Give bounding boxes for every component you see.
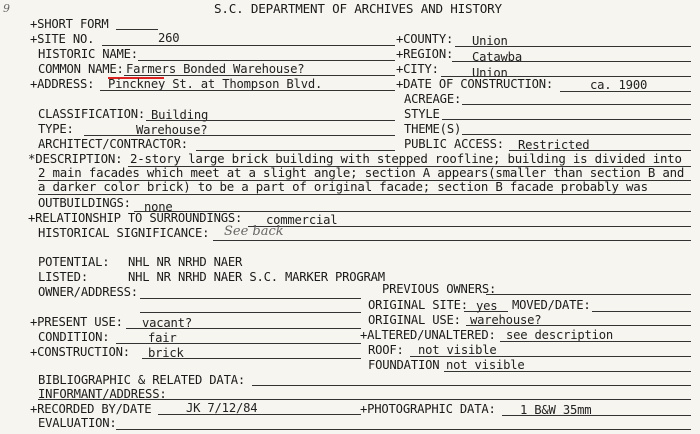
county-line — [455, 46, 691, 47]
public-access-value: Restricted — [518, 138, 590, 152]
outbuildings-value: none — [144, 200, 173, 214]
historic-name-line — [138, 60, 395, 61]
short-form-line — [116, 29, 158, 30]
date-construction-value: ca. 1900 — [590, 78, 648, 92]
altered-value: see description — [506, 328, 614, 342]
present-use-label: +PRESENT USE: — [30, 315, 123, 329]
roof-line — [410, 356, 691, 357]
bibliographic-label: BIBLIOGRAPHIC & RELATED DATA: — [38, 373, 245, 387]
description-label: *DESCRIPTION: — [28, 151, 123, 166]
date-construction-label: +DATE OF CONSTRUCTION: — [396, 77, 554, 91]
county-value: Union — [472, 34, 508, 48]
significance-line — [213, 240, 691, 241]
relationship-line — [248, 226, 691, 227]
common-name-label: COMMON NAME: — [38, 62, 124, 76]
public-access-label: PUBLIC ACCESS: — [404, 137, 504, 151]
construction-line — [142, 358, 361, 359]
foundation-label: FOUNDATION — [368, 358, 440, 372]
common-name-line — [124, 75, 395, 76]
owner-line-2 — [140, 312, 361, 313]
moved-line — [592, 311, 691, 312]
owner-line — [140, 298, 361, 299]
common-name-value: Farmers Bonded Warehouse? — [126, 62, 305, 76]
condition-label: CONDITION: — [38, 330, 110, 344]
construction-label: +CONSTRUCTION: — [30, 345, 130, 359]
style-label: STYLE — [404, 107, 440, 121]
original-site-line — [464, 311, 508, 312]
evaluation-line — [116, 429, 691, 430]
moved-label: MOVED/DATE: — [512, 298, 591, 312]
foundation-line — [444, 371, 691, 372]
site-no-value: 260 — [158, 31, 180, 45]
address-value: Pinckney St. at Thompson Blvd. — [108, 77, 323, 91]
themes-line — [462, 134, 691, 135]
classification-line — [146, 120, 395, 121]
style-line — [442, 119, 691, 120]
photographic-line — [502, 415, 691, 416]
region-label: +REGION: — [396, 47, 454, 61]
city-value: Union — [472, 66, 508, 80]
original-use-value: warehouse? — [470, 313, 542, 327]
photographic-value: 1 B&W 35mm — [520, 403, 592, 417]
classification-label: CLASSIFICATION: — [38, 107, 146, 121]
address-line — [100, 90, 395, 91]
condition-value: fair — [148, 331, 177, 345]
bibliographic-line — [252, 385, 691, 386]
county-label: +COUNTY: — [396, 32, 454, 46]
recorded-line — [158, 414, 361, 415]
informant-label: INFORMANT/ADDRESS: — [38, 387, 167, 401]
type-label: TYPE: — [38, 122, 74, 136]
potential-label: POTENTIAL: — [38, 255, 110, 269]
foundation-value: not visible — [446, 358, 525, 372]
site-no-label: +SITE NO. — [30, 32, 95, 46]
informant-line — [38, 399, 691, 400]
significance-label: HISTORICAL SIGNIFICANCE: — [38, 226, 210, 240]
city-label: +CITY: — [396, 62, 439, 76]
present-use-line — [126, 328, 361, 329]
type-line — [84, 135, 395, 136]
architect-label: ARCHITECT/CONTRACTOR: — [38, 137, 188, 151]
description-line-3: a darker color brick) to be a part of original facade; section B facade probably was — [38, 179, 648, 194]
original-site-label: ORIGINAL SITE: — [368, 298, 468, 312]
construction-value: brick — [148, 346, 184, 360]
classification-value: Building — [151, 108, 209, 122]
listed-options: NHL NR NRHD NAER S.C. MARKER PROGRAM — [128, 270, 385, 284]
outbuildings-label: OUTBUILDINGS: — [38, 196, 131, 210]
address-label: +ADDRESS: — [30, 77, 95, 91]
site-no-line — [102, 45, 395, 46]
original-use-label: ORIGINAL USE: — [368, 313, 461, 327]
region-value: Catawba — [472, 50, 522, 64]
relationship-value: commercial — [266, 213, 338, 227]
type-value: Warehouse? — [136, 123, 208, 137]
recorded-value: JK 7/12/84 — [186, 401, 258, 415]
relationship-label: +RELATIONSHIP TO SURROUNDINGS: — [28, 211, 243, 225]
altered-line — [500, 341, 691, 342]
previous-owners-line — [486, 294, 691, 295]
acreage-line — [462, 104, 691, 105]
historic-name-label: HISTORIC NAME: — [38, 47, 138, 61]
owner-label: OWNER/ADDRESS: — [38, 285, 138, 299]
potential-options: NHL NR NRHD NAER — [128, 255, 243, 269]
significance-value: See back — [224, 224, 284, 239]
description-line-3-rule — [38, 194, 691, 195]
altered-label: +ALTERED/UNALTERED: — [360, 328, 496, 342]
date-construction-line — [560, 91, 691, 92]
original-use-line — [466, 325, 691, 326]
present-use-value: vacant? — [142, 316, 192, 330]
form-title: S.C. DEPARTMENT OF ARCHIVES AND HISTORY — [214, 1, 502, 16]
page-number: 9 — [3, 2, 10, 15]
acreage-label: ACREAGE: — [404, 92, 462, 106]
recorded-label: +RECORDED BY/DATE — [30, 402, 152, 416]
condition-line — [116, 343, 361, 344]
themes-label: THEME(S) — [404, 122, 462, 136]
roof-label: ROOF: — [368, 343, 404, 357]
original-site-value: yes — [476, 299, 498, 313]
description-line-2: 2 main facades which meet at a slight angle; section A appears(smaller than section B and — [38, 165, 685, 180]
short-form-label: +SHORT FORM — [30, 17, 109, 31]
description-line-1: 2-story large brick building with stepped roofline; building is divided into — [130, 151, 682, 166]
previous-owners-label: PREVIOUS OWNERS: — [382, 282, 497, 296]
evaluation-label: EVALUATION: — [38, 416, 117, 430]
photographic-label: +PHOTOGRAPHIC DATA: — [360, 402, 496, 416]
roof-value: not visible — [418, 343, 497, 357]
region-line — [452, 61, 691, 62]
listed-label: LISTED: — [38, 270, 88, 284]
